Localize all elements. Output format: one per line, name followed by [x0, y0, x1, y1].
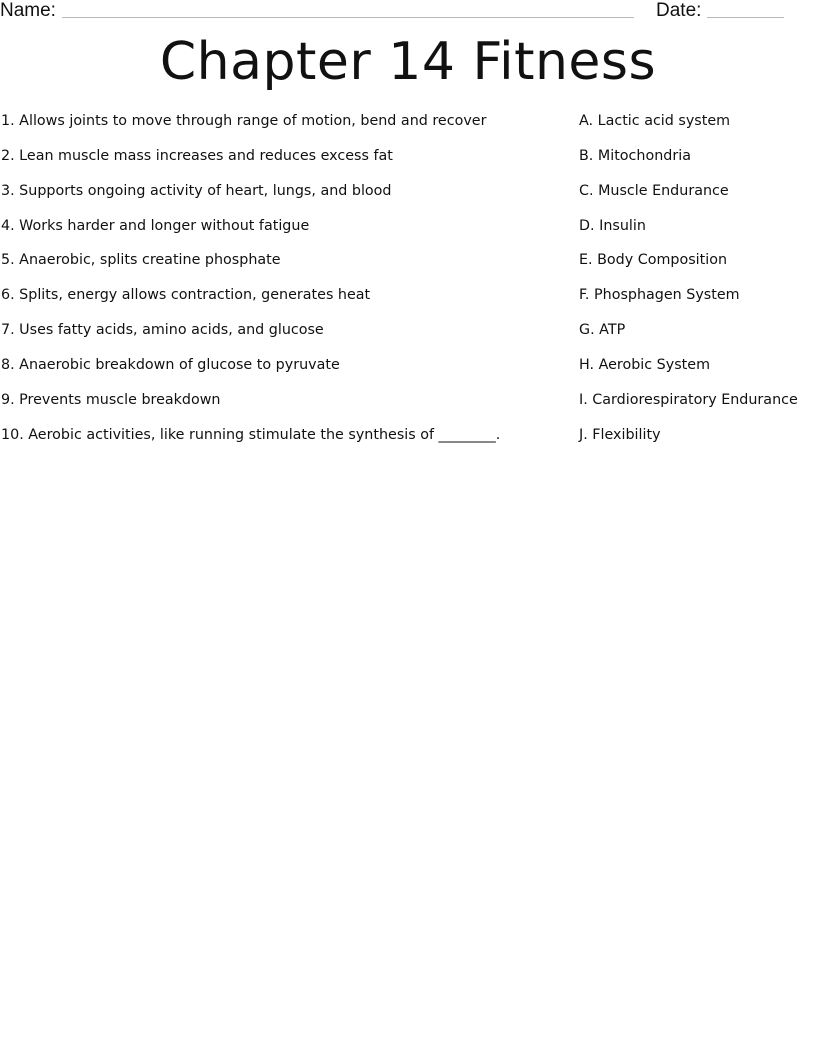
question-item: 5. Anaerobic, splits creatine phosphate	[1, 252, 281, 269]
answer-item: D. Insulin	[579, 217, 646, 234]
answer-item: B. Mitochondria	[579, 147, 691, 164]
answer-item: I. Cardiorespiratory Endurance	[579, 391, 798, 408]
date-label: Date:	[656, 0, 702, 21]
question-item: 10. Aerobic activities, like running stimulate the synthesis of ________.	[1, 426, 501, 443]
name-field-line[interactable]	[62, 17, 634, 18]
page-title: Chapter 14 Fitness	[159, 32, 657, 92]
question-item: 1. Allows joints to move through range of motion, bend and recover	[1, 113, 487, 129]
answer-item: A. Lactic acid system	[579, 113, 731, 129]
answer-item: G. ATP	[579, 322, 626, 339]
answer-item: F. Phosphagen System	[579, 287, 740, 304]
answer-item: C. Muscle Endurance	[579, 182, 729, 199]
question-list	[1, 111, 561, 459]
question-item: 3. Supports ongoing activity of heart, lungs, and blood	[1, 182, 392, 199]
worksheet-header	[0, 0, 816, 22]
answer-list	[579, 111, 815, 459]
question-item: 4. Works harder and longer without fatigue	[1, 217, 310, 234]
name-label: Name:	[0, 0, 56, 21]
answer-item: E. Body Composition	[579, 252, 728, 269]
answer-item: H. Aerobic System	[579, 356, 710, 373]
question-item: 2. Lean muscle mass increases and reduces excess fat	[1, 147, 393, 164]
answer-item: J. Flexibility	[579, 426, 661, 443]
question-item: 6. Splits, energy allows contraction, generates heat	[1, 287, 371, 304]
question-item: 8. Anaerobic breakdown of glucose to pyruvate	[1, 356, 340, 373]
date-field-line[interactable]	[707, 17, 784, 18]
question-item: 7. Uses fatty acids, amino acids, and glucose	[1, 322, 324, 339]
question-item: 9. Prevents muscle breakdown	[1, 391, 221, 408]
